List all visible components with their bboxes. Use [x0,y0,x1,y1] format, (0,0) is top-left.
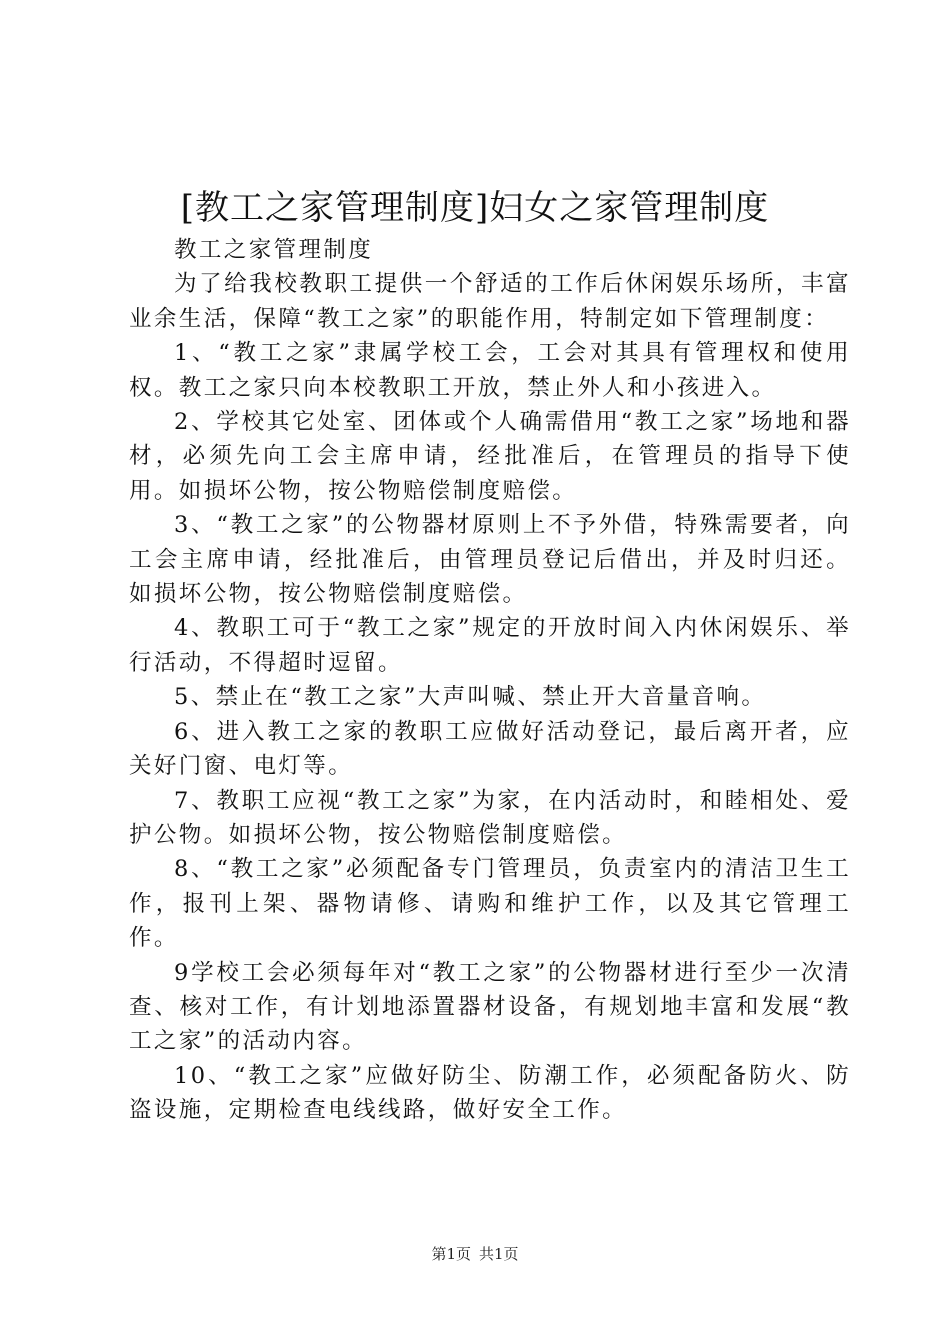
paragraph-rule-5: 5、禁止在“教工之家”大声叫喊、禁止开大音量音响。 [174,684,767,711]
paragraph-rule-2: 2、学校其它处室、团体或个人确需借用“教工之家”场地和器材，必须先向工会主席申请，经批准后，在管理员的指导下使用。如损坏公物，按公物赔偿制度赔偿。 [129,409,851,504]
paragraph-rule-9: 9学校工会必须每年对“教工之家”的公物器材进行至少一次清查、核对工作，有计划地添置器材设备，有规划地丰富和发展“教工之家”的活动内容。 [129,959,851,1055]
paragraph-rule-10: 10、“教工之家”应做好防尘、防潮工作，必须配备防火、防盗设施，定期检查电线线路，做好安全工作。 [129,1062,851,1124]
document-title: [教工之家管理制度]妇女之家管理制度 [180,188,770,228]
paragraph-rule-7: 7、教职工应视“教工之家”为家，在内活动时，和睦相处、爱护公物。如损坏公物，按公物赔偿制度赔偿。 [129,787,851,848]
paragraph-rule-3: 3、“教工之家”的公物器材原则上不予外借，特殊需要者，向工会主席申请，经批准后，由管理员登记后借出，并及时归还。如损坏公物，按公物赔偿制度赔偿。 [129,512,851,608]
paragraph-rule-1: 1、“教工之家”隶属学校工会，工会对其具有管理权和使用权。教工之家只向本校教职工开放，禁止外人和小孩进入。 [129,340,851,401]
paragraph-rule-6: 6、进入教工之家的教职工应做好活动登记，最后离开者，应关好门窗、电灯等。 [129,718,851,780]
paragraph-rule-8: 8、“教工之家”必须配备专门管理员，负责室内的清洁卫生工作，报刊上架、器物请修、请购和维护工作，以及其它管理工作。 [129,856,851,952]
page-total: 共1页 [479,1245,519,1263]
page-number: 第1页 [431,1245,471,1263]
paragraph-subtitle: 教工之家管理制度 [174,237,374,263]
paragraph-rule-4: 4、教职工可于“教工之家”规定的开放时间入内休闲娱乐、举行活动，不得超时逗留。 [129,615,851,676]
page-footer [0,1244,950,1264]
document-body [129,233,851,1128]
paragraph-intro: 为了给我校教职工提供一个舒适的工作后休闲娱乐场所，丰富业余生活，保障“教工之家”的职能作用，特制定如下管理制度： [129,271,851,332]
